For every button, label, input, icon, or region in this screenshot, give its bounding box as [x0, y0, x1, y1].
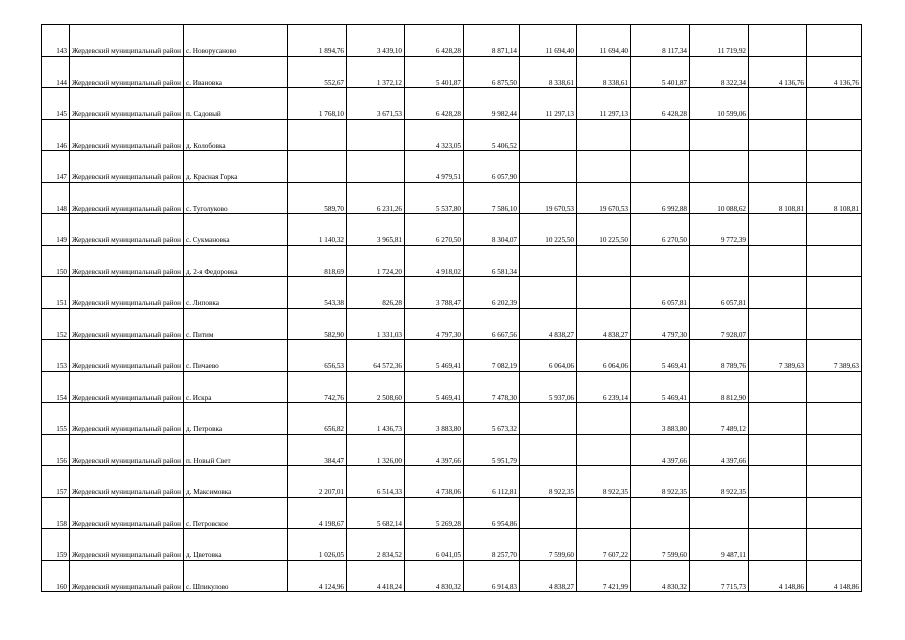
value-cell-1: 4 124,96 [288, 560, 347, 592]
data-table [41, 24, 862, 592]
value-cell-9 [749, 119, 807, 151]
row-number-cell: 156 [42, 434, 70, 466]
value-cell-5: 10 225,50 [520, 214, 577, 246]
value-cell-9 [749, 214, 807, 246]
row-number-cell: 148 [42, 182, 70, 214]
value-cell-7: 5 469,41 [631, 371, 690, 403]
value-cell-1: 589,70 [288, 182, 347, 214]
row-number-cell: 145 [42, 88, 70, 120]
value-cell-7: 8 117,34 [631, 25, 690, 57]
value-cell-8: 8 812,90 [690, 371, 749, 403]
value-cell-5 [520, 434, 577, 466]
value-cell-10 [807, 151, 862, 183]
locality-cell: с. Пичаево [184, 340, 288, 372]
value-cell-6: 11 297,13 [577, 88, 631, 120]
value-cell-4: 6 914,83 [464, 560, 520, 592]
value-cell-3: 5 469,41 [405, 371, 464, 403]
table-row [42, 403, 862, 435]
locality-cell: с. Новорусаново [184, 25, 288, 57]
value-cell-9: 7 389,63 [749, 340, 807, 372]
value-cell-2 [347, 119, 405, 151]
value-cell-6: 10 225,50 [577, 214, 631, 246]
value-cell-9 [749, 497, 807, 529]
district-cell: Жердевский муниципальный район [70, 214, 184, 246]
value-cell-7 [631, 119, 690, 151]
value-cell-9 [749, 151, 807, 183]
locality-cell: п. Новый Свет [184, 434, 288, 466]
table-row [42, 466, 862, 498]
district-cell: Жердевский муниципальный район [70, 308, 184, 340]
row-number-cell: 157 [42, 466, 70, 498]
value-cell-2: 3 439,10 [347, 25, 405, 57]
value-cell-9 [749, 371, 807, 403]
value-cell-6: 7 421,99 [577, 560, 631, 592]
value-cell-7: 4 830,32 [631, 560, 690, 592]
value-cell-8: 6 057,81 [690, 277, 749, 309]
value-cell-2: 3 965,81 [347, 214, 405, 246]
value-cell-2 [347, 151, 405, 183]
value-cell-6: 7 607,22 [577, 529, 631, 561]
value-cell-10: 7 389,63 [807, 340, 862, 372]
value-cell-3: 5 537,80 [405, 182, 464, 214]
value-cell-4: 6 954,86 [464, 497, 520, 529]
locality-cell: с. Туголуково [184, 182, 288, 214]
table-row [42, 245, 862, 277]
value-cell-3: 3 788,47 [405, 277, 464, 309]
value-cell-3: 4 830,32 [405, 560, 464, 592]
value-cell-5: 7 599,60 [520, 529, 577, 561]
row-number-cell: 154 [42, 371, 70, 403]
value-cell-8: 7 489,12 [690, 403, 749, 435]
district-cell: Жердевский муниципальный район [70, 245, 184, 277]
value-cell-10 [807, 214, 862, 246]
table-row [42, 56, 862, 88]
locality-cell: д. Колобовка [184, 119, 288, 151]
value-cell-1: 742,76 [288, 371, 347, 403]
table-body [42, 25, 862, 592]
district-cell: Жердевский муниципальный район [70, 151, 184, 183]
table-row [42, 88, 862, 120]
table-row [42, 25, 862, 57]
value-cell-4: 8 257,70 [464, 529, 520, 561]
table-row [42, 214, 862, 246]
locality-cell: д. Красная Горка [184, 151, 288, 183]
value-cell-10 [807, 371, 862, 403]
table-row [42, 560, 862, 592]
value-cell-5 [520, 277, 577, 309]
row-number-cell: 160 [42, 560, 70, 592]
value-cell-1: 4 198,67 [288, 497, 347, 529]
table-row [42, 119, 862, 151]
locality-cell: с. Ивановка [184, 56, 288, 88]
value-cell-2: 6 514,33 [347, 466, 405, 498]
value-cell-7: 5 401,87 [631, 56, 690, 88]
value-cell-4: 6 667,56 [464, 308, 520, 340]
value-cell-6: 11 694,40 [577, 25, 631, 57]
value-cell-6 [577, 151, 631, 183]
value-cell-5: 11 694,40 [520, 25, 577, 57]
value-cell-1: 2 207,01 [288, 466, 347, 498]
value-cell-5 [520, 245, 577, 277]
value-cell-3: 6 270,50 [405, 214, 464, 246]
value-cell-1: 1 140,32 [288, 214, 347, 246]
value-cell-4: 6 202,39 [464, 277, 520, 309]
value-cell-9 [749, 308, 807, 340]
value-cell-4: 7 586,10 [464, 182, 520, 214]
locality-cell: с. Сукмановка [184, 214, 288, 246]
locality-cell: д. Максимовка [184, 466, 288, 498]
table-row [42, 371, 862, 403]
row-number-cell: 149 [42, 214, 70, 246]
value-cell-3: 5 269,28 [405, 497, 464, 529]
district-cell: Жердевский муниципальный район [70, 277, 184, 309]
value-cell-2: 2 508,60 [347, 371, 405, 403]
value-cell-5 [520, 497, 577, 529]
value-cell-4: 9 982,44 [464, 88, 520, 120]
value-cell-10 [807, 277, 862, 309]
value-cell-1 [288, 119, 347, 151]
value-cell-4: 5 951,79 [464, 434, 520, 466]
value-cell-9 [749, 529, 807, 561]
value-cell-8: 11 719,92 [690, 25, 749, 57]
value-cell-6: 19 670,53 [577, 182, 631, 214]
value-cell-3: 4 323,05 [405, 119, 464, 151]
value-cell-3: 4 979,51 [405, 151, 464, 183]
value-cell-7 [631, 151, 690, 183]
value-cell-8: 8 322,34 [690, 56, 749, 88]
value-cell-10 [807, 466, 862, 498]
value-cell-2: 6 231,26 [347, 182, 405, 214]
value-cell-5: 8 922,35 [520, 466, 577, 498]
value-cell-9 [749, 277, 807, 309]
value-cell-1: 552,67 [288, 56, 347, 88]
value-cell-6: 6 239,14 [577, 371, 631, 403]
locality-cell: с. Петровское [184, 497, 288, 529]
value-cell-5: 8 338,61 [520, 56, 577, 88]
row-number-cell: 152 [42, 308, 70, 340]
value-cell-5: 6 064,06 [520, 340, 577, 372]
value-cell-7: 5 469,41 [631, 340, 690, 372]
value-cell-7: 4 397,66 [631, 434, 690, 466]
value-cell-1: 818,69 [288, 245, 347, 277]
value-cell-2: 2 834,52 [347, 529, 405, 561]
value-cell-10: 4 148,86 [807, 560, 862, 592]
value-cell-9: 4 136,76 [749, 56, 807, 88]
value-cell-4: 5 406,52 [464, 119, 520, 151]
row-number-cell: 158 [42, 497, 70, 529]
value-cell-8 [690, 151, 749, 183]
district-cell: Жердевский муниципальный район [70, 466, 184, 498]
value-cell-2: 5 682,14 [347, 497, 405, 529]
district-cell: Жердевский муниципальный район [70, 434, 184, 466]
value-cell-5 [520, 119, 577, 151]
locality-cell: с. Искра [184, 371, 288, 403]
table-row [42, 434, 862, 466]
value-cell-5: 11 297,13 [520, 88, 577, 120]
value-cell-8: 8 789,76 [690, 340, 749, 372]
value-cell-7: 6 992,88 [631, 182, 690, 214]
row-number-cell: 151 [42, 277, 70, 309]
value-cell-3: 4 738,06 [405, 466, 464, 498]
value-cell-4: 8 871,14 [464, 25, 520, 57]
table-row [42, 340, 862, 372]
value-cell-10 [807, 245, 862, 277]
district-cell: Жердевский муниципальный район [70, 371, 184, 403]
value-cell-8: 9 487,11 [690, 529, 749, 561]
value-cell-6 [577, 497, 631, 529]
value-cell-10 [807, 529, 862, 561]
value-cell-6: 8 338,61 [577, 56, 631, 88]
value-cell-9: 8 108,81 [749, 182, 807, 214]
value-cell-7: 6 270,50 [631, 214, 690, 246]
value-cell-4: 7 082,19 [464, 340, 520, 372]
value-cell-6 [577, 403, 631, 435]
value-cell-4: 5 673,32 [464, 403, 520, 435]
value-cell-8 [690, 119, 749, 151]
value-cell-2: 1 724,20 [347, 245, 405, 277]
locality-cell: с. Питим [184, 308, 288, 340]
value-cell-7: 3 883,80 [631, 403, 690, 435]
value-cell-9 [749, 466, 807, 498]
value-cell-4: 6 875,50 [464, 56, 520, 88]
value-cell-8: 9 772,39 [690, 214, 749, 246]
value-cell-9 [749, 88, 807, 120]
locality-cell: с. Шпикулово [184, 560, 288, 592]
value-cell-2: 1 372,12 [347, 56, 405, 88]
value-cell-6: 6 064,06 [577, 340, 631, 372]
value-cell-6 [577, 277, 631, 309]
value-cell-2: 4 418,24 [347, 560, 405, 592]
district-cell: Жердевский муниципальный район [70, 403, 184, 435]
locality-cell: с. Липовка [184, 277, 288, 309]
row-number-cell: 153 [42, 340, 70, 372]
table-row [42, 308, 862, 340]
value-cell-6 [577, 434, 631, 466]
value-cell-7: 6 428,28 [631, 88, 690, 120]
value-cell-6 [577, 245, 631, 277]
row-number-cell: 144 [42, 56, 70, 88]
value-cell-8: 8 922,35 [690, 466, 749, 498]
value-cell-5: 19 670,53 [520, 182, 577, 214]
value-cell-3: 6 428,28 [405, 88, 464, 120]
value-cell-3: 6 041,05 [405, 529, 464, 561]
row-number-cell: 159 [42, 529, 70, 561]
district-cell: Жердевский муниципальный район [70, 340, 184, 372]
value-cell-10 [807, 434, 862, 466]
value-cell-8: 7 715,73 [690, 560, 749, 592]
value-cell-7: 6 057,81 [631, 277, 690, 309]
locality-cell: д. Петровка [184, 403, 288, 435]
value-cell-5: 4 838,27 [520, 560, 577, 592]
table-row [42, 277, 862, 309]
value-cell-6 [577, 119, 631, 151]
value-cell-2: 1 436,73 [347, 403, 405, 435]
value-cell-2: 64 572,36 [347, 340, 405, 372]
value-cell-9: 4 148,86 [749, 560, 807, 592]
value-cell-8: 7 928,07 [690, 308, 749, 340]
row-number-cell: 146 [42, 119, 70, 151]
value-cell-9 [749, 245, 807, 277]
value-cell-7 [631, 497, 690, 529]
value-cell-7: 8 922,35 [631, 466, 690, 498]
value-cell-10 [807, 308, 862, 340]
value-cell-3: 5 469,41 [405, 340, 464, 372]
value-cell-8 [690, 497, 749, 529]
district-cell: Жердевский муниципальный район [70, 560, 184, 592]
value-cell-2: 1 331,03 [347, 308, 405, 340]
row-number-cell: 155 [42, 403, 70, 435]
value-cell-10 [807, 119, 862, 151]
district-cell: Жердевский муниципальный район [70, 119, 184, 151]
value-cell-8: 4 397,66 [690, 434, 749, 466]
value-cell-7 [631, 245, 690, 277]
locality-cell: п. Садовый [184, 88, 288, 120]
table-row [42, 497, 862, 529]
value-cell-3: 4 397,66 [405, 434, 464, 466]
row-number-cell: 143 [42, 25, 70, 57]
value-cell-1: 656,82 [288, 403, 347, 435]
value-cell-6: 8 922,35 [577, 466, 631, 498]
row-number-cell: 147 [42, 151, 70, 183]
value-cell-5 [520, 403, 577, 435]
value-cell-3: 4 797,30 [405, 308, 464, 340]
value-cell-7: 7 599,60 [631, 529, 690, 561]
value-cell-3: 6 428,28 [405, 25, 464, 57]
locality-cell: д. Цветовка [184, 529, 288, 561]
value-cell-5: 4 838,27 [520, 308, 577, 340]
value-cell-8: 10 599,06 [690, 88, 749, 120]
district-cell: Жердевский муниципальный район [70, 529, 184, 561]
district-cell: Жердевский муниципальный район [70, 182, 184, 214]
value-cell-4: 7 478,30 [464, 371, 520, 403]
value-cell-1: 384,47 [288, 434, 347, 466]
value-cell-8 [690, 245, 749, 277]
value-cell-10 [807, 403, 862, 435]
value-cell-1: 582,90 [288, 308, 347, 340]
district-cell: Жердевский муниципальный район [70, 56, 184, 88]
locality-cell: д. 2-я Федоровка [184, 245, 288, 277]
value-cell-5: 5 937,06 [520, 371, 577, 403]
value-cell-10 [807, 88, 862, 120]
value-cell-2: 3 671,53 [347, 88, 405, 120]
value-cell-1: 1 768,10 [288, 88, 347, 120]
row-number-cell: 150 [42, 245, 70, 277]
district-cell: Жердевский муниципальный район [70, 88, 184, 120]
value-cell-5 [520, 151, 577, 183]
value-cell-3: 4 918,02 [405, 245, 464, 277]
value-cell-9 [749, 403, 807, 435]
value-cell-10 [807, 25, 862, 57]
value-cell-4: 6 057,90 [464, 151, 520, 183]
value-cell-1: 1 894,76 [288, 25, 347, 57]
value-cell-4: 6 112,81 [464, 466, 520, 498]
district-cell: Жердевский муниципальный район [70, 25, 184, 57]
value-cell-8: 10 088,62 [690, 182, 749, 214]
table-row [42, 182, 862, 214]
value-cell-3: 3 883,80 [405, 403, 464, 435]
district-cell: Жердевский муниципальный район [70, 497, 184, 529]
value-cell-10: 8 108,81 [807, 182, 862, 214]
value-cell-6: 4 838,27 [577, 308, 631, 340]
value-cell-1: 656,53 [288, 340, 347, 372]
value-cell-1 [288, 151, 347, 183]
value-cell-1: 543,38 [288, 277, 347, 309]
value-cell-3: 5 401,87 [405, 56, 464, 88]
value-cell-10 [807, 497, 862, 529]
table-row [42, 529, 862, 561]
value-cell-4: 8 304,07 [464, 214, 520, 246]
table-row [42, 151, 862, 183]
value-cell-9 [749, 434, 807, 466]
value-cell-9 [749, 25, 807, 57]
value-cell-2: 826,28 [347, 277, 405, 309]
value-cell-7: 4 797,30 [631, 308, 690, 340]
value-cell-10: 4 136,76 [807, 56, 862, 88]
value-cell-2: 1 326,00 [347, 434, 405, 466]
value-cell-4: 6 581,34 [464, 245, 520, 277]
value-cell-1: 1 026,05 [288, 529, 347, 561]
